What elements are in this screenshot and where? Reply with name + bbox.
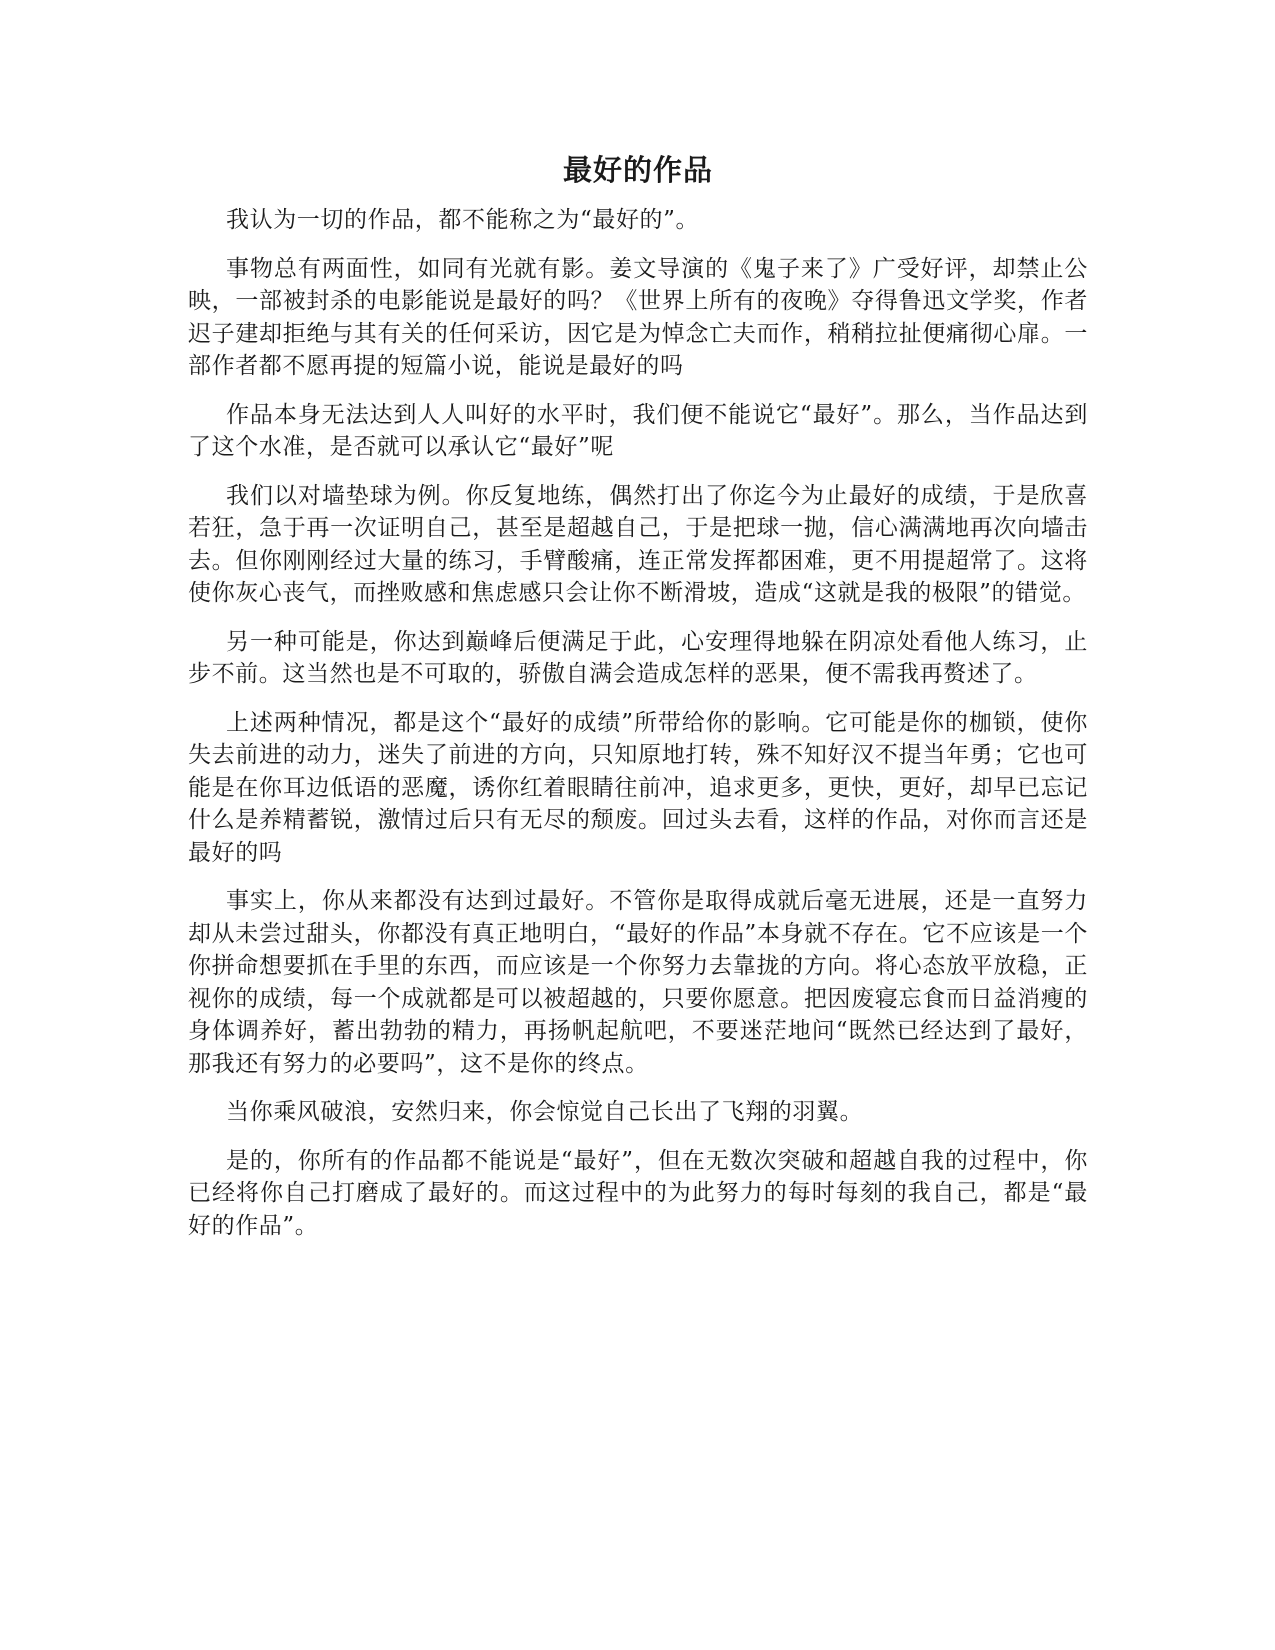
paragraph-2: 事物总有两面性，如同有光就有影。姜文导演的《鬼子来了》广受好评，却禁止公映，一部被封杀的电影能说是最好的吗？《世界上所有的夜晚》夺得鲁迅文学奖，作者迟子建却拒绝与其有关的任何采访，因它是为悼念亡夫而作，稍稍拉扯便痛彻心扉。一部作者都不愿再提的短篇小说，能说是最好的吗 [188,255,1088,379]
paragraph-8: 当你乘风破浪，安然归来，你会惊觉自己长出了飞翔的羽翼。 [226,1099,864,1125]
paragraph-6: 上述两种情况，都是这个“最好的成绩”所带给你的影响。它可能是你的枷锁，使你失去前进的动力，迷失了前进的方向，只知原地打转，殊不知好汉不提当年勇；它也可能是在你耳边低语的恶魔，诱你红着眼睛往前冲，追求更多，更快，更好，却早已忘记什么是养精蓄锐，激情过后只有无尽的颓废。回过头去看，这样的作品，对你而言还是最好的吗 [188,709,1088,866]
paragraph-4: 我们以对墙垫球为例。你反复地练，偶然打出了你迄今为止最好的成绩，于是欣喜若狂，急于再一次证明自己，甚至是超越自己，于是把球一抛，信心满满地再次向墙击去。但你刚刚经过大量的练习，手臂酸痛，连正常发挥都困难，更不用提超常了。这将使你灰心丧气，而挫败感和焦虑感只会让你不断滑坡，造成“这就是我的极限”的错觉。 [188,482,1088,606]
paragraph-9: 是的，你所有的作品都不能说是“最好”，但在无数次突破和超越自我的过程中，你已经将你自己打磨成了最好的。而这过程中的为此努力的每时每刻的我自己，都是“最好的作品”。 [188,1147,1088,1239]
document-page [188,150,1088,1258]
paragraph-7: 事实上，你从来都没有达到过最好。不管你是取得成就后毫无进展，还是一直努力却从未尝过甜头，你都没有真正地明白，“最好的作品”本身就不存在。它不应该是一个你拼命想要抓在手里的东西，而应该是一个你努力去靠拢的方向。将心态放平放稳，正视你的成绩，每一个成就都是可以被超越的，只要你愿意。把因废寝忘食而日益消瘦的身体调养好，蓄出勃勃的精力，再扬帆起航吧，不要迷茫地问“既然已经达到了最好，那我还有努力的必要吗”，这不是你的终点。 [188,888,1088,1077]
page-title: 最好的作品 [562,153,713,187]
paragraph-1: 我认为一切的作品，都不能称之为“最好的”。 [226,207,700,233]
paragraph-3: 作品本身无法达到人人叫好的水平时，我们便不能说它“最好”。那么，当作品达到了这个水准，是否就可以承认它“最好”呢 [188,401,1088,460]
paragraph-5: 另一种可能是，你达到巅峰后便满足于此，心安理得地躲在阴凉处看他人练习，止步不前。这当然也是不可取的，骄傲自满会造成怎样的恶果，便不需我再赘述了。 [188,628,1088,687]
